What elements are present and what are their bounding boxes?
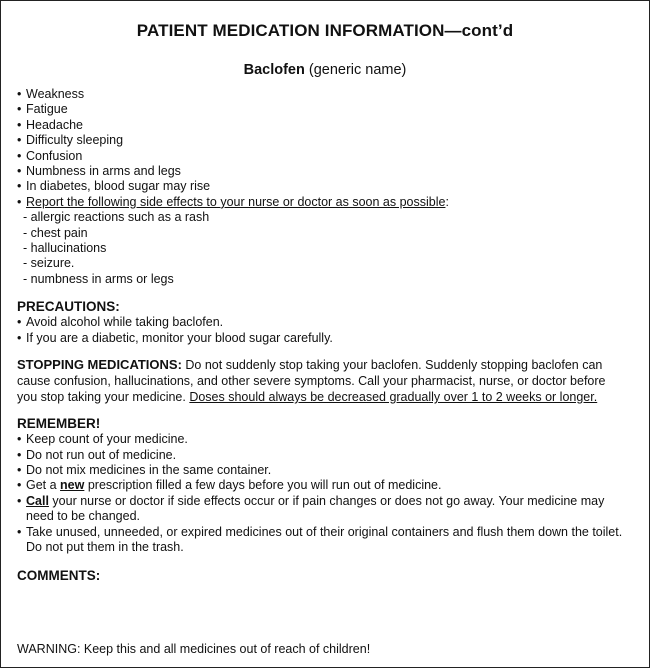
report-side-effects-item: • Report the following side effects to your nurse or doctor as soon as possible:	[17, 194, 449, 209]
remember-section	[17, 415, 637, 555]
page-title: PATIENT MEDICATION INFORMATION—cont’d	[136, 21, 514, 40]
comments-heading: COMMENTS:	[17, 568, 101, 584]
remember-heading: REMEMBER!	[17, 416, 101, 432]
stopping-medications-text: Do not suddenly stop taking your baclofen. Suddenly stopping baclofen can cause confusion, hallucinations, and other severe symptoms. Call your pharmacist, nurse, or doctor before you stop taking your medicine.	[17, 358, 606, 405]
new-emphasis: new	[60, 478, 85, 493]
stopping-medications-section	[17, 357, 622, 405]
report-sub-item: - allergic reactions such as a rash	[23, 210, 210, 225]
precautions-heading: PRECAUTIONS:	[17, 299, 120, 315]
list-item: • Do not run out of medicine.	[17, 447, 177, 462]
precautions-section	[17, 298, 637, 346]
report-side-effects-text: Report the following side effects to your nurse or doctor as soon as possible	[26, 194, 446, 209]
stopping-medications-dose-note: Doses should always be decreased gradually over 1 to 2 weeks or longer.	[189, 390, 598, 405]
list-item: • Keep count of your medicine.	[17, 432, 188, 447]
list-item: • Numbness in arms and legs	[17, 164, 181, 179]
drug-name-line	[1, 62, 649, 78]
report-sub-item: - chest pain	[23, 225, 88, 240]
list-item: • If you are a diabetic, monitor your blood sugar carefully.	[17, 330, 333, 345]
side-effects-list	[17, 87, 637, 287]
list-item: • Headache	[17, 117, 83, 132]
call-emphasis: Call	[26, 493, 49, 508]
list-item: • Call your nurse or doctor if side effects occur or if pain changes or does not go away. Your medicine may need to be changed.	[17, 493, 605, 524]
list-item: • Fatigue	[17, 102, 68, 117]
list-item: • Take unused, unneeded, or expired medicines out of their original containers and flush them down the toilet. Do not put them in the trash.	[17, 524, 623, 554]
list-item: • Get a new prescription filled a few days before you will run out of medicine.	[17, 478, 442, 493]
list-item: • Do not mix medicines in the same container.	[17, 462, 272, 477]
report-sub-item: - numbness in arms or legs	[23, 271, 174, 286]
drug-name: Baclofen	[243, 62, 305, 78]
list-item: • Confusion	[17, 148, 83, 163]
report-sub-item: - hallucinations	[23, 241, 107, 256]
report-sub-item: - seizure.	[23, 256, 75, 271]
generic-name-label: (generic name)	[308, 62, 407, 78]
list-item: • In diabetes, blood sugar may rise	[17, 179, 211, 194]
document-body	[17, 87, 637, 584]
list-item: • Avoid alcohol while taking baclofen.	[17, 315, 224, 330]
list-item: • Difficulty sleeping	[17, 133, 124, 148]
stopping-medications-heading: STOPPING MEDICATIONS:	[17, 357, 182, 373]
warning-text: WARNING: Keep this and all medicines out of reach of children!	[17, 642, 371, 656]
list-item: • Weakness	[17, 87, 85, 101]
